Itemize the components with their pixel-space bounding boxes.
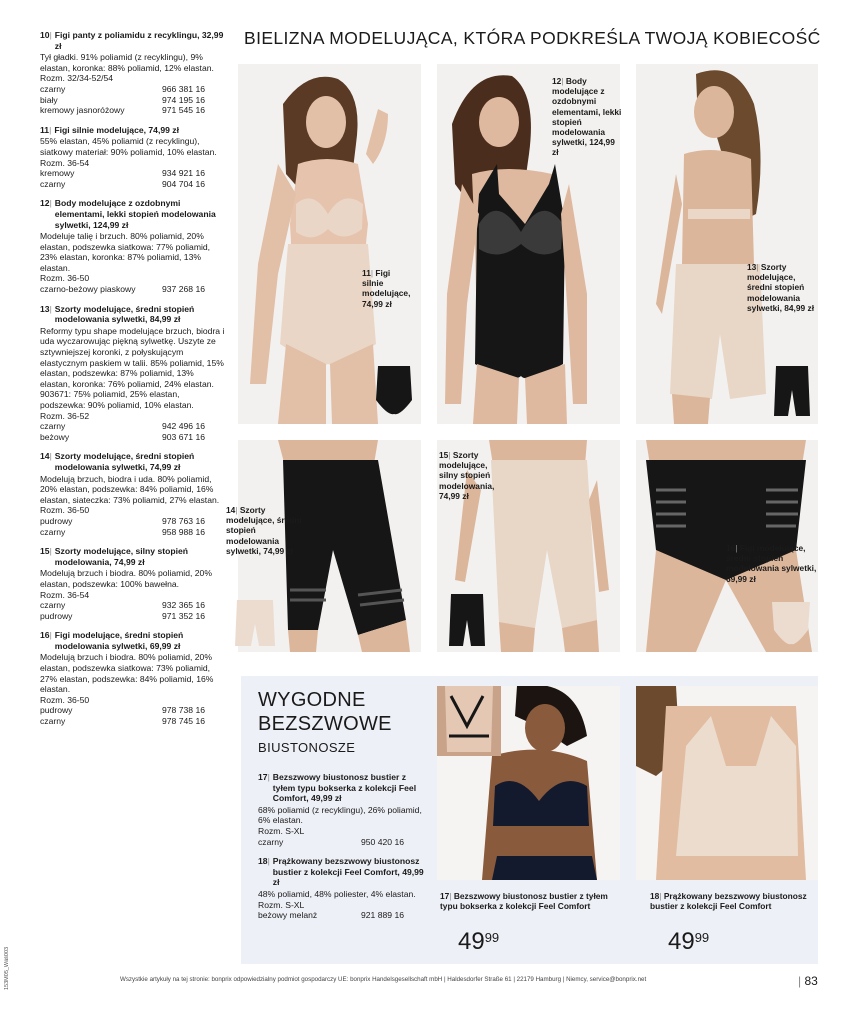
variant-code: 934 921 16 <box>162 168 206 179</box>
variant-code: 950 420 16 <box>361 836 405 847</box>
product-sizes: Rozm. 36-50 <box>40 694 90 705</box>
thumb-beige-brief-16 <box>768 600 814 648</box>
product-title <box>40 630 225 651</box>
variant-row <box>40 611 225 622</box>
product-name-price: Figi silnie modelujące, 74,99 zł <box>54 124 179 135</box>
thumb-black-shorts-13 <box>772 364 812 418</box>
photo-beige-ribbed-bustier <box>636 686 818 880</box>
variant-color: czarny <box>40 600 66 611</box>
product-entry <box>40 451 225 537</box>
photo-label-13: 13| Szorty modelujące, średni stopień modelowania sylwetki, 84,99 zł <box>747 262 815 313</box>
product-entry <box>40 546 225 621</box>
variant-row <box>40 432 225 443</box>
variant-color: beżowy <box>40 431 70 442</box>
product-title <box>258 772 428 804</box>
product-name-price: Szorty modelujące, średni stopień modelowania sylwetki, 74,99 zł <box>54 451 195 472</box>
product-description-column <box>40 30 225 736</box>
product-composition: Modelują brzuch i biodra. 80% poliamid, 20% elastan, podszewka siatkowa: 73% poliamid, 27% elastan, podszewka: 84% poliamid, 16% elastan. <box>40 652 214 695</box>
product-composition: Tył gładki. 91% poliamid (z recyklingu), 9% elastan, koronka: 88% poliamid, 12% elastan. <box>40 52 214 73</box>
product-entry <box>258 856 428 921</box>
product-composition: Modelują brzuch i biodra. 80% poliamid, 20% elastan, podszewka: 100% bawełna. <box>40 568 212 589</box>
product-sizes: Rozm. 32/34-52/54 <box>40 73 114 84</box>
variant-row <box>40 95 225 106</box>
thumb-black-brief-11 <box>372 364 416 418</box>
variant-row <box>258 910 428 921</box>
variant-color: czarny <box>40 526 66 537</box>
product-sizes: Rozm. 36-54 <box>40 157 90 168</box>
variant-code: 921 889 16 <box>361 910 405 921</box>
product-composition: Modelują brzuch, biodra i uda. 80% poliamid, 20% elastan, podszewka: 84% poliamid, 16% elastan, siateczka: 73% poliamid, 27% elastan. <box>40 473 220 505</box>
photo-label-12: 12| Body modelujące z ozdobnymi elementami, lekki stopień modelowania sylwetki, 124,99 zł <box>552 76 622 158</box>
product-composition: 48% poliamid, 48% poliester, 4% elastan. <box>258 888 416 899</box>
product-name-price: Bezszwowy biustonosz bustier z tyłem typu bokserka z kolekcji Feel Comfort, 49,99 zł <box>272 772 417 804</box>
variant-code: 978 738 16 <box>162 705 206 716</box>
product-sizes: Rozm. S-XL <box>258 825 305 836</box>
variant-color: czarny <box>40 716 66 727</box>
panel-title-line2: BEZSZWOWE <box>258 713 392 735</box>
product-entry <box>40 30 225 116</box>
product-sizes: Rozm. 36-50 <box>40 505 90 516</box>
variant-row <box>40 179 225 190</box>
legal-footer: Wszystkie artykuły na tej stronie: bonprix odpowiedzialny podmiot gospodarczy UE: bonprix Handelsgesellschaft mbH | Haldesdorfer Straße 61 | 22179 Hamburg | Niemcy, service@bonprix.net <box>120 976 647 983</box>
photo-label-14: 14| Szorty modelujące, średni stopień modelowania sylwetki, 74,99 zł <box>226 505 302 556</box>
variant-color: czarny <box>40 83 66 94</box>
product-number: 10| <box>40 30 52 40</box>
variant-color: kremowy jasnoróżowy <box>40 105 125 116</box>
product-title <box>40 451 225 472</box>
product-entry <box>40 198 225 294</box>
page-headline: BIELIZNA MODELUJĄCA, KTÓRA PODKREŚLA TWOJĄ KOBIECOŚĆ <box>244 28 821 48</box>
variant-row <box>258 837 428 848</box>
variant-color: pudrowy <box>40 515 73 526</box>
panel-product-descriptions <box>258 772 428 930</box>
product-number: 17| <box>258 772 270 782</box>
product-sizes: Rozm. S-XL <box>258 899 305 910</box>
thumb-beige-shorts-14 <box>233 598 277 648</box>
product-name-price: Szorty modelujące, średni stopień modelowania sylwetki, 84,99 zł <box>54 303 195 325</box>
product-title <box>40 125 225 136</box>
product-entry <box>40 304 225 443</box>
variant-code: 971 545 16 <box>162 105 206 116</box>
variant-color: czarny <box>40 421 66 432</box>
variant-code: 958 988 16 <box>162 526 206 537</box>
photo-label-16: 16| Figi modelujące, średni stopień modelowania sylwetki, 69,99 zł <box>726 543 817 584</box>
product-name-price: Body modelujące z ozdobnymi elementami, lekki stopień modelowania sylwetki, 124,99 zł <box>54 198 216 230</box>
variant-code: 937 268 16 <box>162 284 206 295</box>
variant-code: 932 365 16 <box>162 600 206 611</box>
product-composition: Modeluje talię i brzuch. 80% poliamid, 20% elastan, podszewka siatkowa: 77% poliamid, 23% elastan, koronka: 87% poliamid, 13% elastan. <box>40 231 211 273</box>
variant-color: czarny <box>258 836 284 847</box>
product-entry <box>258 772 428 847</box>
product-composition: Reformy typu shape modelujące brzuch, biodra i uda wyczarowując piękną sylwetkę. Uszyte ze sztywniejszej koronki, z połyskującym elastycznym paskiem w talii. 85% poliamid, 15% elastan, podszewka: 87% poliamid, 13% elastan, koronka: 76% poliamid, 24% elastan. 903671: 75% poliamid, 25% elastan, podszewka: 90% poliamid, 10% elastan. <box>40 325 225 410</box>
variant-row <box>40 105 225 116</box>
variant-row <box>40 168 225 179</box>
catalog-code: 153M05_Wäš003 <box>4 946 10 990</box>
variant-code: 971 352 16 <box>162 610 206 621</box>
panel-subtitle: BIUSTONOSZE <box>258 740 356 755</box>
product-title <box>258 856 428 888</box>
product-name-price: Prążkowany bezszwowy biustonosz bustier z kolekcji Feel Comfort, 49,99 zł <box>272 856 424 888</box>
product-number: 11| <box>40 124 52 135</box>
product-name-price: Figi panty z poliamidu z recyklingu, 32,99 zł <box>54 30 224 51</box>
product-sizes: Rozm. 36-50 <box>40 273 90 284</box>
product-number: 14| <box>40 451 52 462</box>
product-number: 15| <box>40 546 52 557</box>
variant-color: biały <box>40 94 58 105</box>
caption-17: 17| Bezszwowy biustonosz bustier z tyłem typu bokserka z kolekcji Feel Comfort <box>440 891 608 912</box>
product-title <box>40 198 225 230</box>
product-number: 18| <box>258 856 270 867</box>
variant-row <box>40 516 225 527</box>
variant-color: pudrowy <box>40 705 73 716</box>
product-number: 12| <box>40 198 52 209</box>
product-sizes: Rozm. 36-52 <box>40 410 90 421</box>
photo-black-bustier <box>437 686 620 880</box>
product-name-price: Szorty modelujące, silny stopień modelowania, 74,99 zł <box>54 546 189 567</box>
product-title <box>40 304 225 325</box>
product-sizes: Rozm. 36-54 <box>40 589 90 600</box>
variant-color: pudrowy <box>40 610 73 621</box>
product-number: 16| <box>40 630 52 641</box>
photo-label-15: 15| Szorty modelujące, silny stopień modelowania, 74,99 zł <box>439 450 495 501</box>
variant-color: czarno-beżowy piaskowy <box>40 284 136 295</box>
price-17: $49^{99}$ <box>458 928 500 955</box>
page-number: | 83 <box>798 974 818 988</box>
variant-row <box>40 716 225 727</box>
variant-row <box>40 527 225 538</box>
variant-code: 903 671 16 <box>162 431 206 442</box>
variant-color: czarny <box>40 178 66 189</box>
product-composition: 68% poliamid (z recyklingu), 26% poliamid, 6% elastan. <box>258 804 422 826</box>
price-18: $49^{99}$ <box>668 928 710 955</box>
product-entry <box>40 125 225 190</box>
variant-row <box>40 421 225 432</box>
thumb-black-shorts-15 <box>447 592 487 648</box>
product-title <box>40 30 225 51</box>
variant-code: 966 381 16 <box>162 83 206 94</box>
variant-row <box>40 284 225 295</box>
variant-row <box>40 600 225 611</box>
product-name-price: Figi modelujące, średni stopień modelowania sylwetki, 69,99 zł <box>54 630 184 651</box>
photo-label-11: 11| Figi silnie modelujące, 74,99 zł <box>362 268 411 309</box>
variant-row <box>40 84 225 95</box>
variant-code: 974 195 16 <box>162 94 206 105</box>
variant-code: 978 763 16 <box>162 515 206 526</box>
product-composition: 55% elastan, 45% poliamid (z recyklingu), siatkowy materiał: 90% poliamid, 10% elastan. <box>40 136 217 157</box>
panel-title-line1: WYGODNE <box>258 689 366 711</box>
variant-row <box>40 705 225 716</box>
product-number: 13| <box>40 303 52 314</box>
variant-color: kremowy <box>40 168 75 179</box>
variant-code: 904 704 16 <box>162 178 206 189</box>
variant-code: 978 745 16 <box>162 716 206 727</box>
panel-title <box>258 688 392 736</box>
product-entry <box>40 630 225 726</box>
variant-color: beżowy melanż <box>258 910 318 921</box>
variant-code: 942 496 16 <box>162 421 206 432</box>
caption-18: 18| Prążkowany bezszwowy biustonosz bustier z kolekcji Feel Comfort <box>650 891 807 912</box>
product-title <box>40 546 225 567</box>
